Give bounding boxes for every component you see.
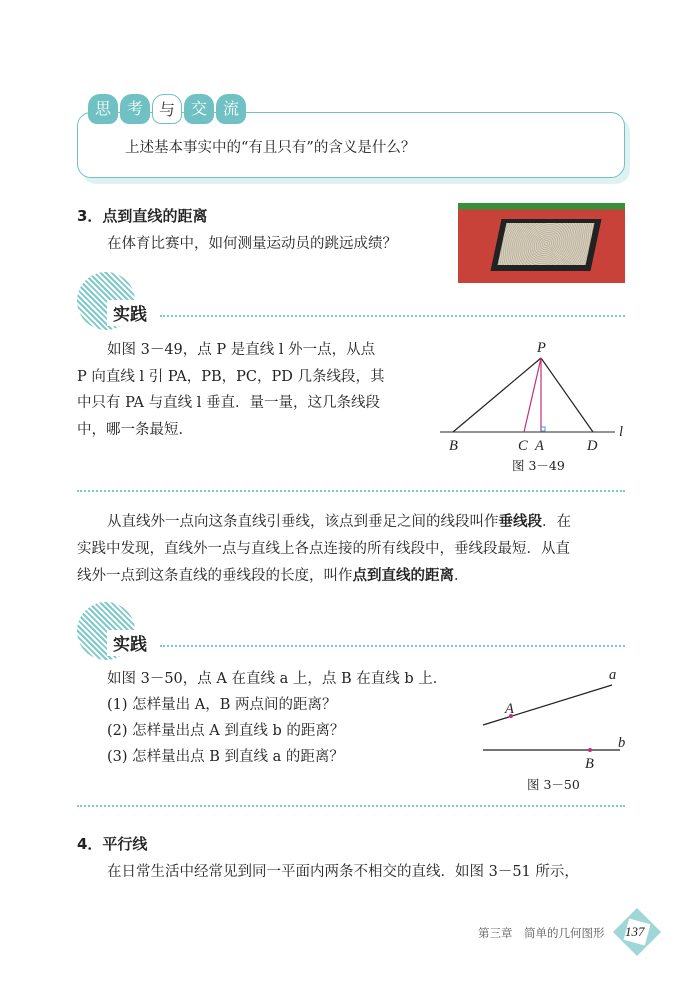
label-l: l	[619, 424, 624, 440]
think-tab: 流	[216, 94, 246, 124]
practice-text: 如图 3－49，点 P 是直线 l 外一点，从点	[107, 342, 376, 358]
label-P: P	[537, 340, 546, 356]
term-perpendicular-segment: 垂线段	[498, 514, 542, 530]
think-tab: 与	[152, 94, 182, 124]
definition-text: 线外一点到这条直线的垂线段的长度，叫作点到直线的距离．	[77, 568, 469, 584]
think-question: 上述基本事实中的“有且只有”的含义是什么？	[125, 140, 416, 156]
think-tab: 思	[88, 94, 118, 124]
section-intro: 在体育比赛中，如何测量运动员的跳远成绩？	[107, 236, 397, 252]
label-D: D	[587, 438, 598, 454]
think-tab: 考	[120, 94, 150, 124]
practice-text: P 向直线 l 引 PA，PB，PC，PD 几条线段，其	[77, 369, 385, 385]
section-heading: 3．点到直线的距离	[77, 207, 208, 225]
label-b: b	[618, 735, 626, 751]
segment-PC	[524, 358, 541, 432]
label-B: B	[449, 438, 458, 454]
definition-text: 从直线外一点向这条直线引垂线，该点到垂足之间的线段叫作垂线段．在	[107, 514, 571, 530]
label-A: A	[535, 438, 544, 454]
point-B	[588, 748, 592, 752]
label-B: B	[585, 756, 594, 772]
practice-label: 实践	[113, 635, 147, 655]
line-a	[483, 685, 612, 725]
term-point-line-distance: 点到直线的距离	[352, 568, 454, 584]
section-heading: 4．平行线	[77, 835, 148, 853]
label-C: C	[518, 438, 528, 454]
segment-PD	[541, 358, 593, 432]
section-intro: 在日常生活中经常见到同一平面内两条不相交的直线．如图 3－51 所示，	[107, 864, 579, 880]
label-a: a	[609, 667, 617, 683]
segment-PB	[453, 358, 541, 432]
practice-text: (3) 怎样量出点 B 到直线 a 的距离？	[107, 749, 344, 765]
page-number: 137	[625, 924, 645, 939]
definition-text: 实践中发现，直线外一点与直线上各点连接的所有线段中，垂线段最短．从直	[77, 541, 570, 557]
practice-text: 如图 3－50，点 A 在直线 a 上，点 B 在直线 b 上．	[107, 671, 448, 687]
practice-text: 中只有 PA 与直线 l 垂直．量一量，这几条线段	[77, 395, 380, 411]
practice-label: 实践	[113, 305, 147, 325]
practice-text: 中，哪一条最短．	[77, 422, 193, 438]
practice-text: (2) 怎样量出点 A 到直线 b 的距离？	[107, 723, 345, 739]
practice-text: (1) 怎样量出 A，B 两点间的距离？	[107, 697, 337, 713]
figure-caption: 图 3－49	[512, 458, 565, 473]
label-A: A	[505, 701, 514, 717]
think-tab: 交	[184, 94, 214, 124]
footer-chapter: 第三章 简单的几何图形	[478, 926, 605, 940]
figure-caption: 图 3－50	[527, 777, 580, 792]
